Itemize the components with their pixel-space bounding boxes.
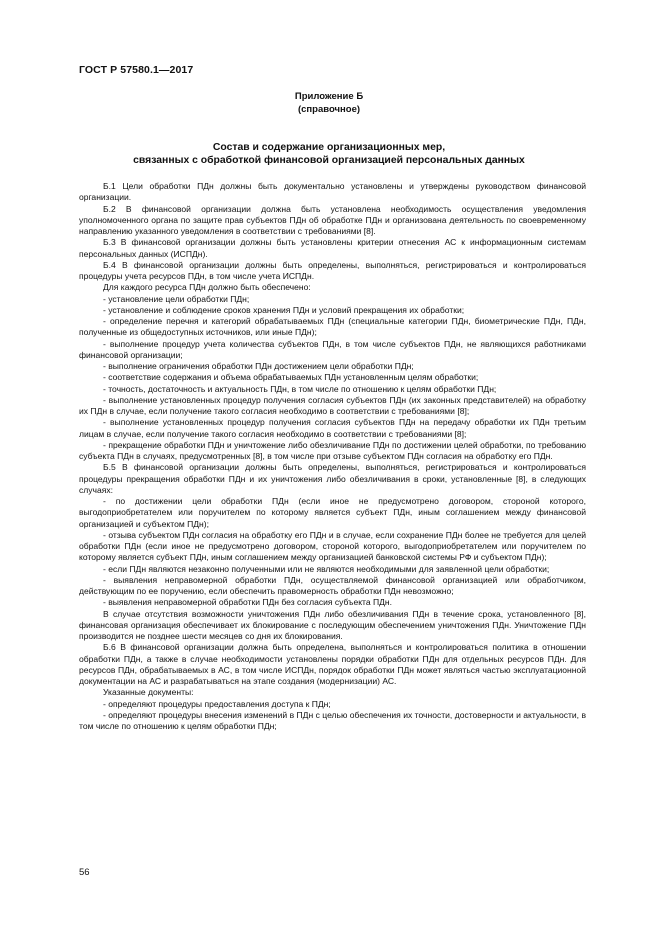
list-item: - установление и соблюдение сроков хранения ПДн и условий прекращения их обработки;	[103, 304, 465, 315]
list-item: - определяют процедуры внесения изменений в ПДн с целью обеспечения их точности, достоверности и актуальности, в том числе по отношению к целям обработки ПДн;	[79, 709, 586, 731]
list-item: - выполнение установленных процедур получения согласия субъектов ПДн на передачу обработки их ПДн третьим лицам в случае, если получение такого согласия необходимо в соответствии с требованиями [8];	[79, 417, 586, 439]
paragraph: Б.6 В финансовой организации должна быть определена, выполняться и контролироваться политика в отношении обработки ПДн, а также в случае необходимости установлены порядки обработки ПДн для отдельных ресурсов ПДн. Для ресурсов ПДн, обрабатываемых в АС, в том числе ИСПДн, порядок обработки ПДн может являться частью эксплуатационной документации на АС и разрабатываться на этапе создания (модернизации) АС.	[79, 642, 586, 686]
appendix-label: Приложение Б	[294, 91, 364, 102]
section-title-line-2: связанных с обработкой финансовой организацией персональных данных	[133, 154, 525, 166]
body-text	[79, 181, 586, 732]
paragraph: Б.3 В финансовой организации должны быть установлены критерии отнесения АС к информационным системам персональных данных (ИСПДн).	[79, 237, 586, 259]
list-item: - определение перечня и категорий обрабатываемых ПДн (специальные категории ПДн, биометрические ПДн, ПДн, полученные из общедоступных источников, или иные ПДн);	[79, 316, 586, 338]
appendix-heading	[79, 91, 579, 116]
paragraph: Б.1 Цели обработки ПДн должны быть документально установлены и утверждены руководством финансовой организации.	[79, 181, 586, 203]
section-title	[79, 142, 579, 167]
list-item: - по достижении цели обработки ПДн (если иное не предусмотрено договором, стороной которого, выгодоприобретателем или поручителем по которому является субъект ПДн, иным соглашением между финансовой организацией и субъектом ПДн);	[79, 496, 586, 529]
paragraph: Указанные документы:	[103, 687, 194, 698]
list-item: - установление цели обработки ПДн;	[103, 293, 250, 304]
list-item: - выявления неправомерной обработки ПДн без согласия субъекта ПДн.	[103, 597, 393, 608]
section-title-line-1: Состав и содержание организационных мер,	[212, 142, 446, 153]
appendix-type: (справочное)	[297, 103, 361, 115]
list-item: - соответствие содержания и объема обрабатываемых ПДн установленным целям обработки;	[103, 372, 479, 383]
paragraph: В случае отсутствия возможности уничтожения ПДн либо обезличивания ПДн в течение срока, установленного [8], финансовая организация обеспечивает их блокирование с последующим обеспечением уничтожения ПДн. Уничтожение ПДн производится не позднее шести месяцев со дня их блокирования.	[79, 608, 586, 641]
list-item: - выполнение ограничения обработки ПДн достижением цели обработки ПДн;	[103, 361, 414, 371]
list-item: - прекращение обработки ПДн и уничтожение либо обезличивание ПДн по достижении целей обработки, по требованию субъекта ПДн в случаях, предусмотренных [8], в том числе при отзыве субъектом ПДн согласия на обработку его ПДн.	[79, 439, 586, 461]
list-item: - выполнение процедур учета количества субъектов ПДн, в том числе субъектов ПДн, не являющихся работниками финансовой организации;	[79, 338, 586, 360]
page-number: 56	[79, 867, 90, 878]
list-item: - точность, достаточность и актуальность ПДн, в том числе по отношению к целям обработки ПДн;	[103, 383, 497, 394]
list-item: - отзыва субъектом ПДн согласия на обработку его ПДн и в случае, если сохранение ПДн более не требуется для целей обработки ПДн (если иное не предусмотрено договором, стороной которого, выгодоприобретателем или поручителем по которому является субъект ПДн, иным соглашением между организацией банковской системы РФ и субъектом ПДн);	[79, 529, 586, 563]
list-item: - выявления неправомерной обработки ПДн, осуществляемой финансовой организацией или обработчиком, действующим по ее поручению, если обеспечить правомерность обработки ПДн невозможно;	[79, 574, 586, 596]
paragraph: Б.2 В финансовой организации должна быть установлена необходимость осуществления уведомления уполномоченного органа по защите прав субъектов ПДн об обработке ПДн и организована деятельность по своевременному направлению указанного уведомления в соответствии с требованиями [8].	[79, 203, 586, 236]
paragraph: Для каждого ресурса ПДн должно быть обеспечено:	[103, 282, 311, 293]
list-item: - выполнение установленных процедур получения согласия субъектов ПДн (их законных представителей) на обработку их ПДн в случае, если получение такого согласия необходимо в соответствии с требованиями [8];	[79, 394, 586, 416]
list-item: - если ПДн являются незаконно полученными или не являются необходимыми для заявленной цели обработки;	[103, 563, 550, 574]
paragraph: Б.4 В финансовой организации должны быть определены, выполняться, регистрироваться и контролироваться процедуры учета ресурсов ПДн, в том числе учета ИСПДн.	[79, 259, 586, 281]
list-item: - определяют процедуры предоставления доступа к ПДн;	[103, 698, 331, 709]
paragraph: Б.5 В финансовой организации должны быть определены, выполняться, регистрироваться и контролироваться процедуры прекращения обработки ПДн и их уничтожения либо обезличивания в сроки, установленные [8], в следующих случаях:	[79, 462, 586, 495]
document-code: ГОСТ Р 57580.1—2017	[79, 64, 194, 76]
